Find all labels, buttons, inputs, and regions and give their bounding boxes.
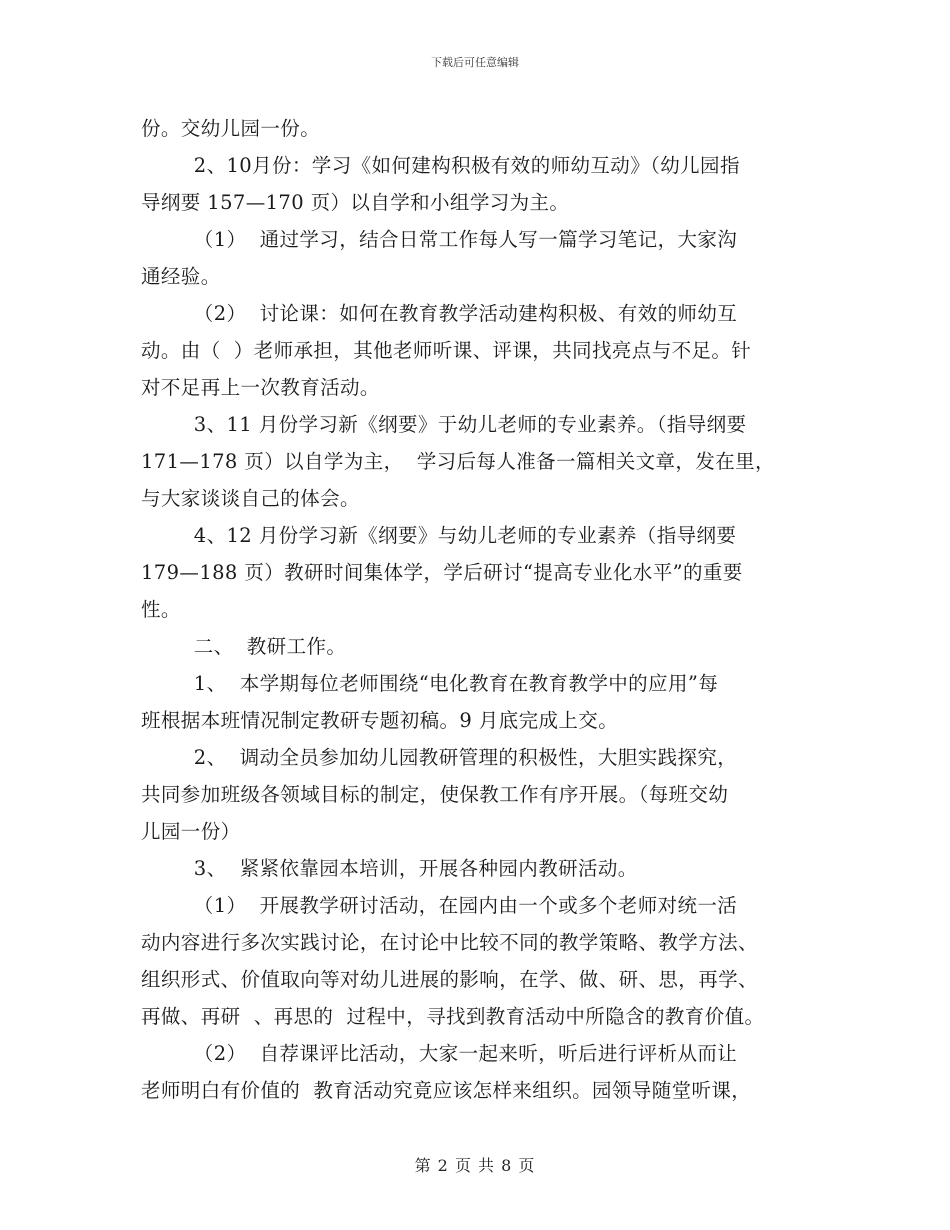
text-line: 老师明白有价值的 教育活动究竟应该怎样来组织。园领导随堂听课，	[141, 1079, 752, 1102]
text-line: 2、 调动全员参加幼儿园教研管理的积极性，大胆实践探究，	[141, 746, 738, 769]
text-line: 导纲要 157—170 页）以自学和小组学习为主。	[141, 191, 570, 214]
text-line: 共同参加班级各领域目标的制定，使保教工作有序开展。（每班交幼	[141, 783, 729, 806]
text-line: 对不足再上一次教育活动。	[141, 376, 380, 399]
text-line: 班根据本班情况制定教研专题初稿。9 月底完成上交。	[141, 709, 619, 732]
text-line: 179—188 页）教研时间集体学，学后研讨“提高专业化水平”的重要	[141, 561, 743, 584]
text-line: （1） 通过学习，结合日常工作每人写一篇学习笔记，大家沟	[141, 228, 738, 251]
text-line: 3、11 月份学习新《纲要》于幼儿老师的专业素养。（指导纲要	[141, 413, 747, 436]
text-line: 171—178 页）以自学为主， 学习后每人准备一篇相关文章，发在里，	[141, 450, 775, 473]
text-line: 性。	[141, 598, 181, 621]
text-line: 1、 本学期每位老师围绕“电化教育在教育教学中的应用”每	[141, 672, 719, 695]
text-line: （2） 自荐课评比活动，大家一起来听，听后进行评析从而让	[141, 1042, 738, 1065]
text-line: 4、12 月份学习新《纲要》与幼儿老师的专业素养（指导纲要	[141, 524, 737, 547]
text-line: 儿园一份）	[141, 820, 241, 843]
page-header: 下载后可任意编辑	[431, 56, 519, 69]
text-line: 动内容进行多次实践讨论，在讨论中比较不同的教学策略、教学方法、	[141, 931, 758, 954]
text-line: 动。由（ ）老师承担，其他老师听课、评课，共同找亮点与不足。针	[141, 339, 752, 362]
text-line: 3、 紧紧依靠园本培训，开展各种园内教研活动。	[141, 857, 638, 880]
text-line: 通经验。	[141, 265, 221, 288]
text-line: 再做、再研 、再思的 过程中，寻找到教育活动中所隐含的教育价值。	[141, 1005, 765, 1028]
text-line: （2） 讨论课：如何在教育教学活动建构积极、有效的师幼互	[141, 302, 738, 325]
document-body	[141, 110, 821, 1109]
text-line: 二、 教研工作。	[141, 635, 347, 658]
text-line: 组织形式、价值取向等对幼儿进展的影响，在学、做、研、思，再学、	[141, 968, 758, 991]
text-line: 份。交幼儿园一份。	[141, 117, 321, 140]
text-line: （1） 开展教学研讨活动，在园内由一个或多个老师对统一活	[141, 894, 738, 917]
text-line: 2、10月份：学习《如何建构积极有效的师幼互动》（幼儿园指	[141, 154, 740, 177]
text-line: 与大家谈谈自己的体会。	[141, 487, 360, 510]
page-footer: 第 2 页 共 8 页	[414, 1156, 536, 1175]
